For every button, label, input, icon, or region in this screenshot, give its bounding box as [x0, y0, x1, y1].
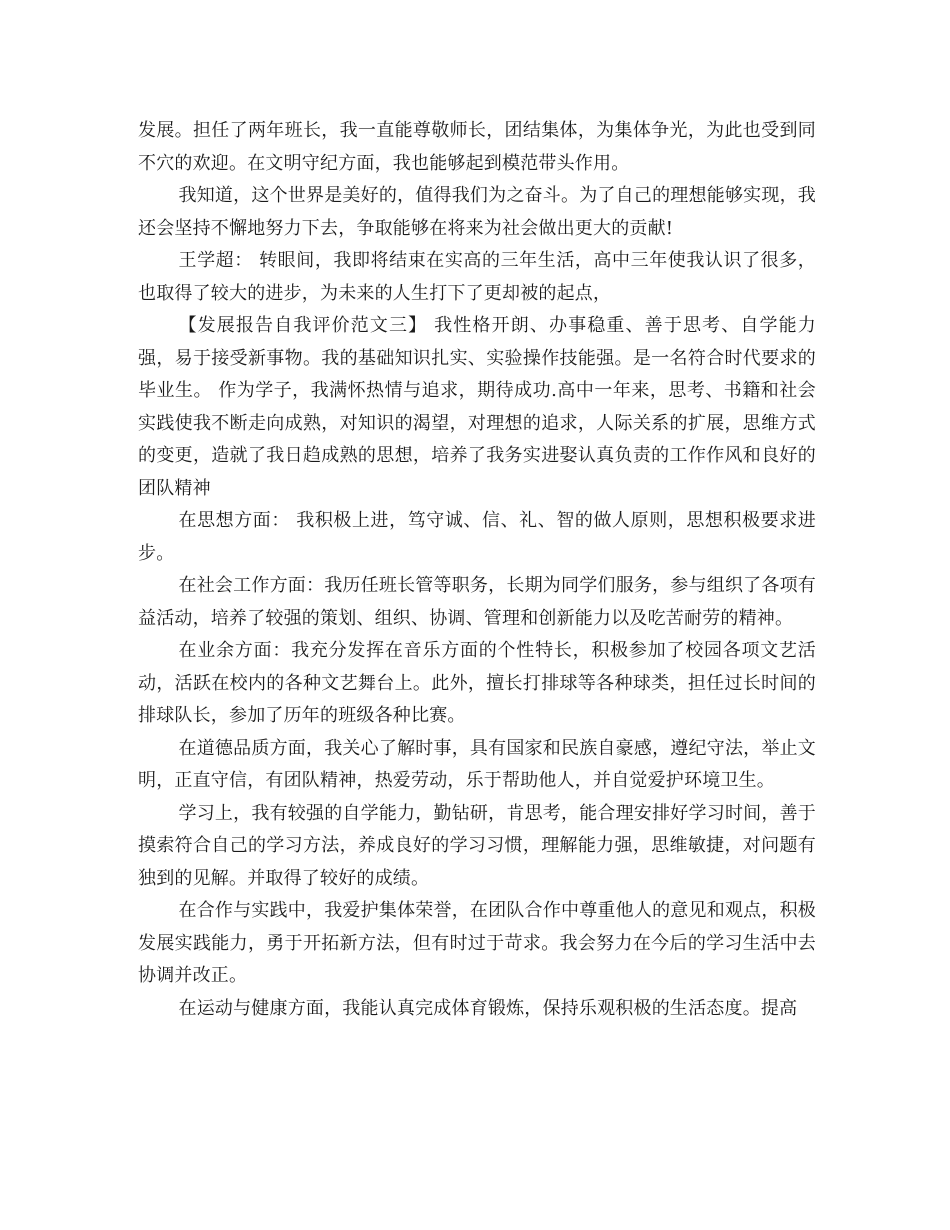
paragraph-3: 王学超： 转眼间，我即将结束在实高的三年生活，高中三年使我认识了很多，也取得了较大的进步，为未来的人生打下了更却被的起点，	[138, 250, 816, 304]
paragraph-7: 在业余方面：我充分发挥在音乐方面的个性特长，积极参加了校园各项文艺活动，活跃在校内的各种文艺舞台上。此外，擅长打排球等各种球类，担任过长时间的排球队长，参加了历年的班级各种比赛。	[138, 640, 816, 726]
document-body	[138, 115, 816, 1025]
paragraph-5: 在思想方面： 我积极上进，笃守诚、信、礼、智的做人原则，思想积极要求进步。	[138, 510, 816, 564]
paragraph-10: 在合作与实践中，我爱护集体荣誉，在团队合作中尊重他人的意见和观点，积极发展实践能力，勇于开拓新方法，但有时过于苛求。我会努力在今后的学习生活中去协调并改正。	[138, 900, 816, 986]
paragraph-11: 在运动与健康方面，我能认真完成体育锻炼，保持乐观积极的生活态度。提高	[178, 997, 798, 1019]
paragraph-8: 在道德品质方面，我关心了解时事，具有国家和民族自豪感，遵纪守法，举止文明，正直守信，有团队精神，热爱劳动，乐于帮助他人，并自觉爱护环境卫生。	[138, 737, 816, 791]
paragraph-9: 学习上，我有较强的自学能力，勤钻研，肯思考，能合理安排好学习时间，善于摸索符合自己的学习方法，养成良好的学习习惯，理解能力强，思维敏捷，对问题有独到的见解。并取得了较好的成绩。	[138, 802, 816, 889]
paragraph-6: 在社会工作方面：我历任班长管等职务，长期为同学们服务，参与组织了各项有益活动，培养了较强的策划、组织、协调、管理和创新能力以及吃苦耐劳的精神。	[138, 575, 816, 629]
paragraph-4: 【发展报告自我评价范文三】 我性格开朗、办事稳重、善于思考、自学能力强，易于接受新事物。我的基础知识扎实、实验操作技能强。是一名符合时代要求的毕业生。 作为学子，我满怀热情与追求，期待成功.高中一年来，思考、书籍和社会实践使我不断走向成熟，对知识的渴望，对理想的追求，人际关系的扩展，思维方式的变更，造就了我日趋成熟的思想，培养了我务实进娶认真负责的工作作风和良好的团队精神	[138, 315, 816, 499]
paragraph-2: 我知道，这个世界是美好的，值得我们为之奋斗。为了自己的理想能够实现，我还会坚持不懈地努力下去，争取能够在将来为社会做出更大的贡献!	[138, 185, 816, 239]
paragraph-1: 发展。担任了两年班长，我一直能尊敬师长，团结集体，为集体争光，为此也受到同不穴的欢迎。在文明守纪方面，我也能够起到模范带头作用。	[138, 120, 816, 174]
